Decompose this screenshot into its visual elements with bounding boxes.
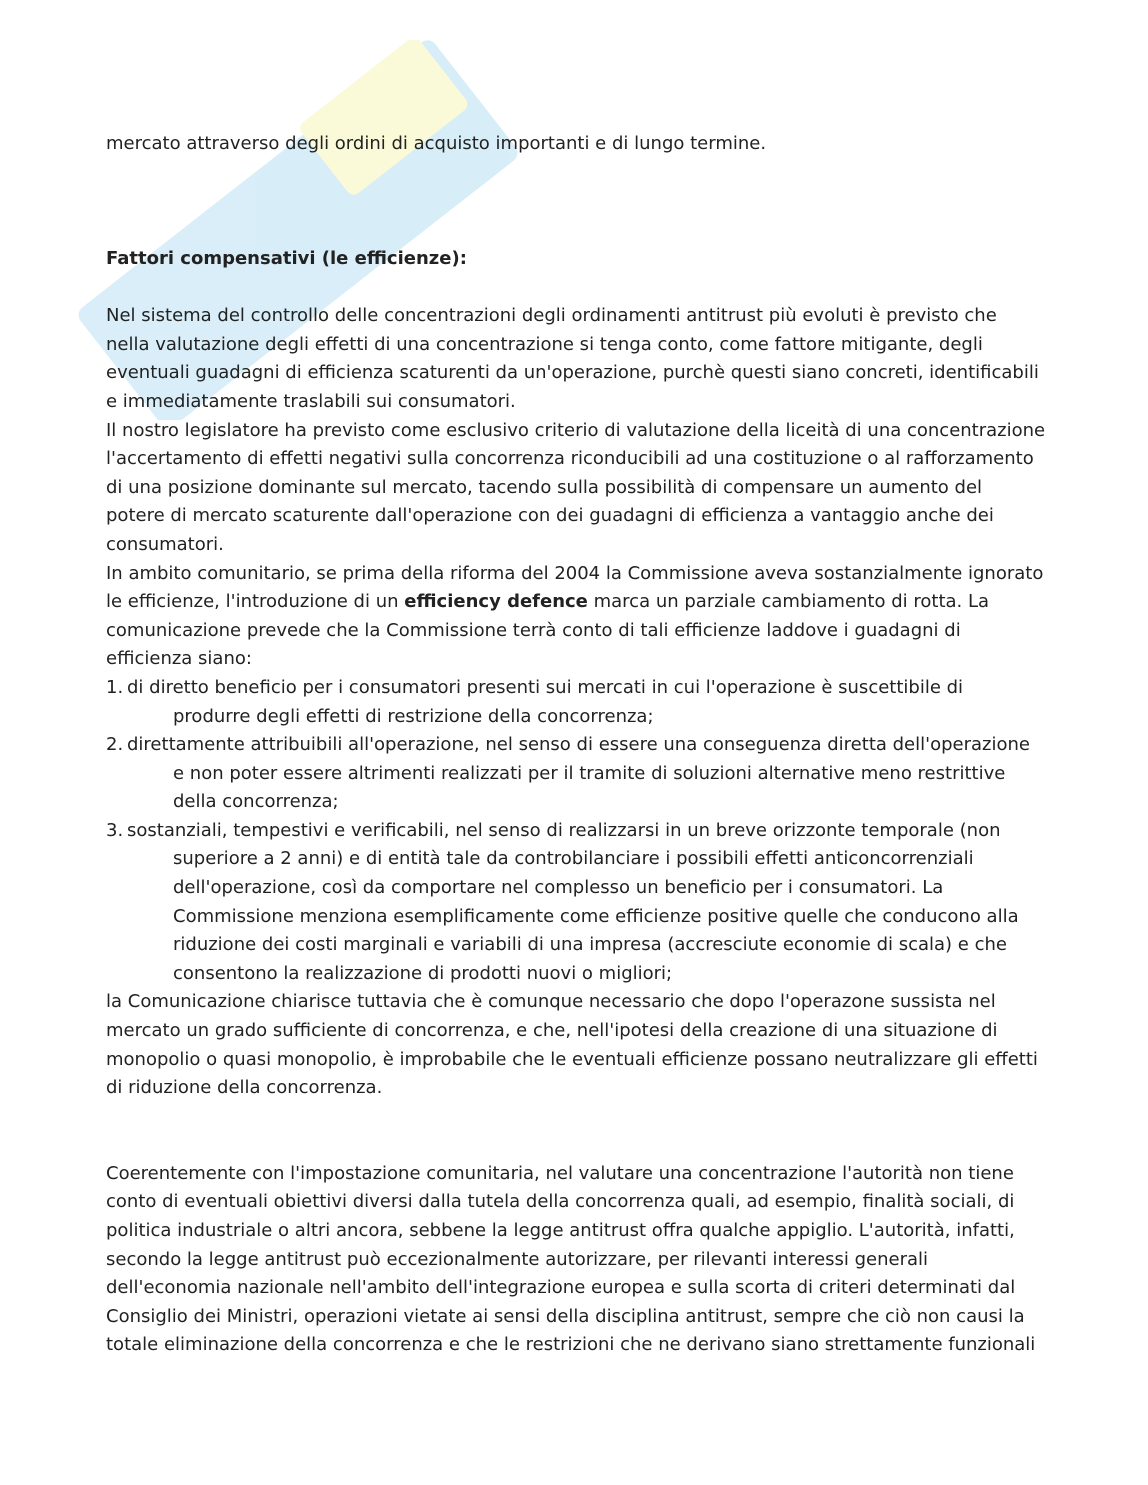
paragraph-3 [106,560,1046,674]
paragraph-3-before: In ambito comunitario, se prima della riforma del 2004 la Commissione aveva sostanzialmente ignorato le efficienze, l'introduzione di un [106,562,1044,613]
efficiency-criteria-list [106,674,1046,989]
paragraph-1: Nel sistema del controllo delle concentrazioni degli ordinamenti antitrust più evoluti è previsto che nella valutazione degli effetti di una concentrazione si tenga conto, come fattore mitigante, degli eventuali guadagni di efficienza scaturenti da un'operazione, purchè questi siano concreti, identificabili e immediatamente traslabili sui consumatori. [106,305,1039,412]
top-line: mercato attraverso degli ordini di acquisto importanti e di lungo termine. [106,133,767,154]
paragraph-3-after: marca un parziale cambiamento di rotta. La comunicazione prevede che la Commissione terrà conto di tali efficienze laddove i guadagni di efficienza siano: [106,591,990,670]
list-number: 2. [106,734,124,756]
list-item [106,731,1046,817]
list-item [106,817,1046,989]
paragraph-5: Coerentemente con l'impostazione comunitaria, nel valutare una concentrazione l'autorità non tiene conto di eventuali obiettivi diversi dalla tutela della concorrenza quali, ad esempio, finalità sociali, di politica industriale o altri ancora, sebbene la legge antitrust offra qualche appiglio. L'autorità, infatti, secondo la legge antitrust può eccezionalmente autorizzare, per rilevanti interessi generali dell'economia nazionale nell'ambito dell'integrazione europea e sulla scorta di criteri determinati dal Consiglio dei Ministri, operazioni vietate ai sensi della disciplina antitrust, sempre che ciò non causi la totale eliminazione della concorrenza e che le restrizioni che ne derivano siano strettamente funzionali [106,1162,1036,1356]
section-heading: Fattori compensativi (le efficienze): [106,247,467,269]
document-page [106,130,1046,1360]
paragraph-4: la Comunicazione chiarisce tuttavia che è comunque necessario che dopo l'operazone sussista nel mercato un grado sufficiente di concorrenza, e che, nell'ipotesi della creazione di una situazione di monopolio o quasi monopolio, è improbabile che le eventuali efficienze possano neutralizzare gli effetti di riduzione della concorrenza. [106,991,1038,1099]
list-number: 3. [106,819,124,841]
paragraph-2: Il nostro legislatore ha previsto come esclusivo criterio di valutazione della liceità di una concentrazione l'accertamento di effetti negativi sulla concorrenza riconducibili ad una costituzione o al rafforzamento di una posizione dominante sul mercato, tacendo sulla possibilità di compensare un aumento del potere di mercato scaturente dall'operazione con dei guadagni di efficienza a vantaggio anche dei consumatori. [106,419,1046,555]
efficiency-defence-term: efficiency defence [404,591,588,613]
list-text: direttamente attribuibili all'operazione, nel senso di essere una conseguenza diretta dell'operazione e non poter essere altrimenti realizzati per il tramite di soluzioni alternative meno restrittive della concorrenza; [127,734,1030,813]
list-number: 1. [106,676,124,698]
list-item [106,674,1046,731]
list-text: di diretto beneficio per i consumatori presenti sui mercati in cui l'operazione è suscettibile di produrre degli effetti di restrizione della concorrenza; [127,676,964,727]
list-text: sostanziali, tempestivi e verificabili, nel senso di realizzarsi in un breve orizzonte temporale (non superiore a 2 anni) e di entità tale da controbilanciare i possibili effetti anticoncorrenziali dell'operazione, così da comportare nel complesso un beneficio per i consumatori. La Commissione menziona esemplificamente come efficienze positive quelle che conducono alla riduzione dei costi marginali e variabili di una impresa (accresciute economie di scala) e che consentono la realizzazione di prodotti nuovi o migliori; [127,819,1019,984]
